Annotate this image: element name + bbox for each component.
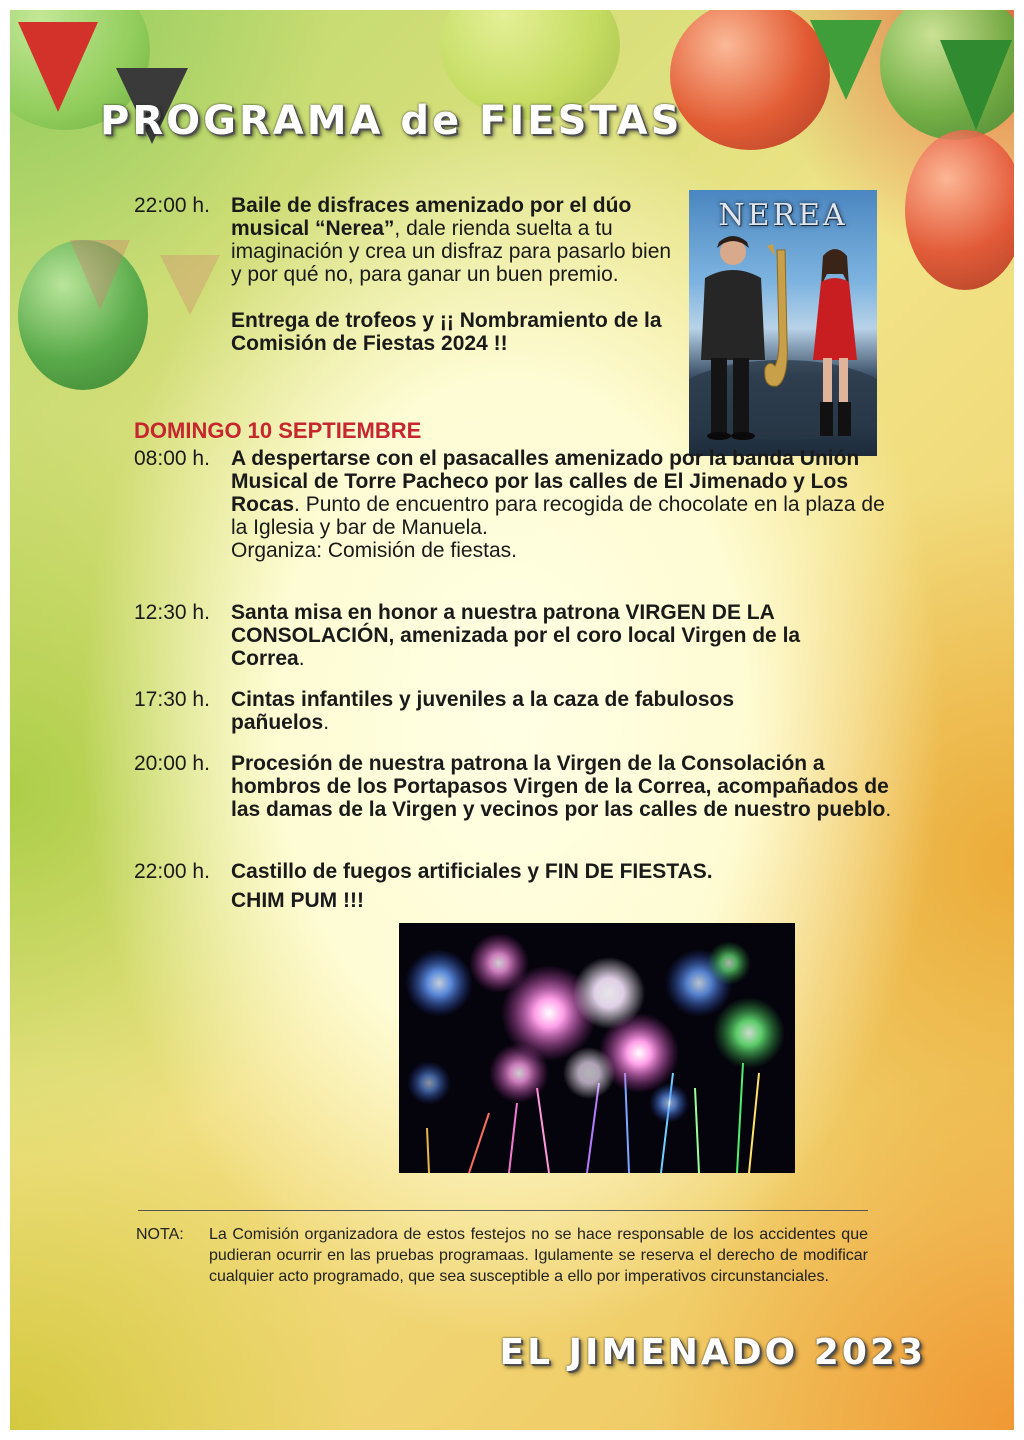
schedule-entry [134,194,674,355]
entry-bold-text: Baile de disfraces amenizado por el dúo musical “Nerea” [231,194,632,240]
schedule-entry [134,752,904,821]
red-balloon-icon [670,10,830,150]
bunting-flag-icon [18,22,98,112]
entry-time: 20:00 h. [134,752,210,775]
entry-bold-text: Cintas infantiles y juveniles a la caza de fabulosos pañuelos [231,688,735,734]
entry-extra: Entrega de trofeos y ¡¡ Nombramiento de la Comisión de Fiestas 2024 !! [231,309,662,355]
entry-extra: CHIM PUM !!! [231,889,364,912]
divider [138,1210,868,1211]
nota-text: La Comisión organizadora de estos festejos no se hace responsable de los accidentes que pudieran ocurrir en las pruebas programaas. Igulamente se reserva el derecho de modificar cualquier acto programado, que sea susceptible a ello por imperativos circunstanciales. [209,1226,868,1285]
nota-block [136,1224,868,1287]
entry-organizer: Organiza: Comisión de fiestas. [231,539,517,562]
page-title: PROGRAMA de FIESTAS [100,98,683,144]
fireworks-illustration [399,923,795,1173]
entry-text: . [885,798,892,821]
poster-page [10,10,1014,1430]
entry-time: 22:00 h. [134,194,210,217]
red-balloon-icon [905,130,1014,290]
bunting-flag-icon [810,20,882,100]
schedule-entry [134,447,894,562]
nerea-logo: NEREA [718,198,848,233]
schedule-entry [134,601,874,670]
entry-bold-text: Castillo de fuegos artificiales y FIN DE FIESTAS. [231,860,713,883]
entry-text: . Punto de encuentro para recogida de chocolate en la plaza de la Iglesia y bar de Manuela. [231,493,885,539]
entry-time: 08:00 h. [134,447,210,470]
entry-bold-text: A despertarse con el pasacalles amenizado por la banda Unión Musical de Torre Pacheco por las calles de El Jimenado y Los Rocas [231,447,860,516]
schedule-entry [134,860,894,912]
entry-text: , dale rienda suelta a tu imaginación y crea un disfraz para pasarlo bien y por qué no, para ganar un buen premio. [231,217,672,286]
schedule-entry [134,688,814,734]
fireworks-image [399,923,795,1173]
day-heading: DOMINGO 10 SEPTIEMBRE [134,418,422,443]
nota-label: NOTA: [136,1226,184,1243]
entry-time: 22:00 h. [134,860,210,883]
entry-bold-text: Santa misa en honor a nuestra patrona VIRGEN DE LA CONSOLACIÓN, amenizada por el coro local Virgen de la Correa [231,601,801,670]
entry-bold-text: Procesión de nuestra patrona la Virgen de la Consolación a hombros de los Portapasos Virgen de la Correa, acompañados de las damas de la Virgen y vecinos por las calles de nuestro pueblo [231,752,889,821]
footer-title: EL JIMENADO 2023 [499,1332,926,1373]
nerea-poster-image [689,190,877,456]
entry-time: 17:30 h. [134,688,210,711]
bunting-flag-icon [70,240,130,310]
bunting-flag-icon [940,40,1012,130]
entry-text: . [298,647,305,670]
duo-photo [689,190,877,456]
entry-text: . [323,711,330,734]
entry-time: 12:30 h. [134,601,210,624]
